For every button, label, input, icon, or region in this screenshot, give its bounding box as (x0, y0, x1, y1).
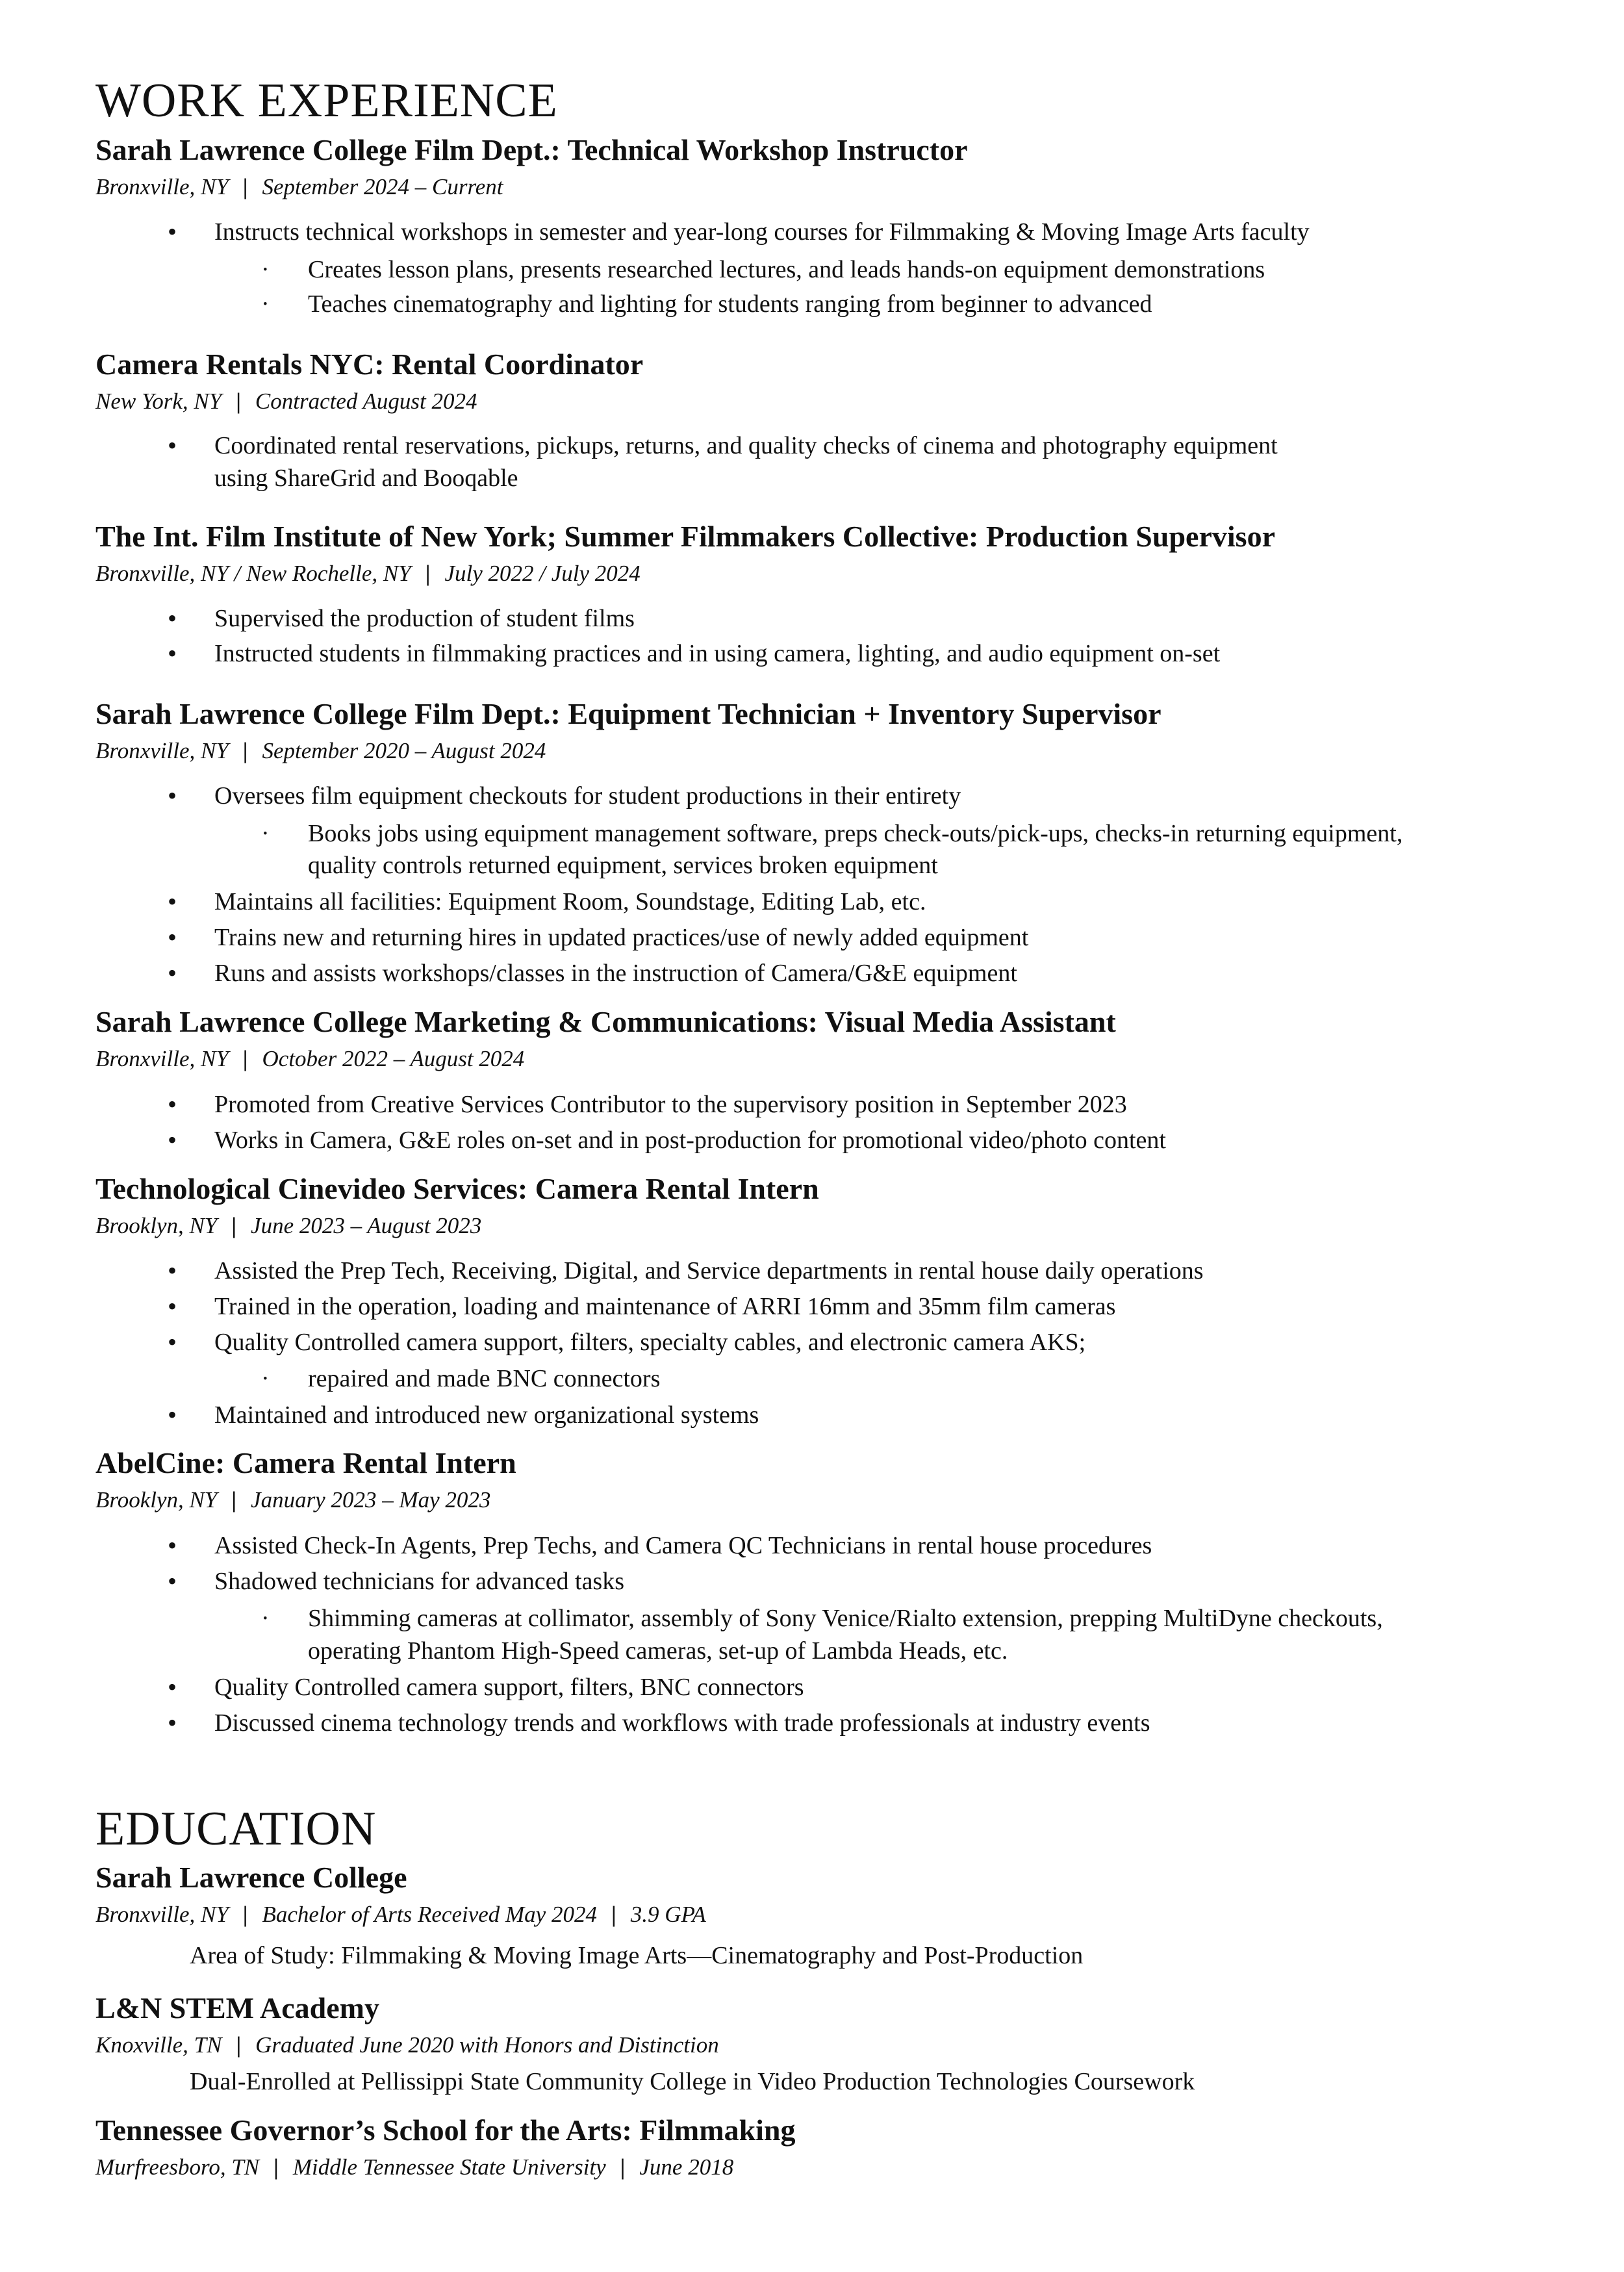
bullet-item: • Maintains all facilities: Equipment Room, Soundstage, Editing Lab, etc. (214, 886, 926, 917)
job-title: Technological Cinevideo Services: Camera Rental Intern (95, 1172, 819, 1205)
sub-bullet-item: · Shimming cameras at collimator, assembly of Sony Venice/Rialto extension, prepping MultiDyne checkouts, (308, 1603, 1383, 1634)
school-location: Knoxville, TN (95, 2032, 222, 2058)
job-location: New York, NY (95, 389, 222, 414)
work-experience-heading: WORK EXPERIENCE (95, 74, 558, 127)
job-meta (95, 562, 641, 585)
bullet-item: • Trained in the operation, loading and maintenance of ARRI 16mm and 35mm film cameras (214, 1291, 1115, 1322)
sub-bullet-item: · Creates lesson plans, presents researched lectures, and leads hands-on equipment demonstrations (308, 254, 1265, 285)
school-name: Sarah Lawrence College (95, 1861, 407, 1894)
bullet-item: • Trains new and returning hires in updated practices/use of newly added equipment (214, 922, 1028, 953)
school-detail: Graduated June 2020 with Honors and Distinction (255, 2032, 719, 2058)
school-location: Bronxville, NY (95, 1902, 229, 1927)
job-title: AbelCine: Camera Rental Intern (95, 1446, 516, 1479)
job-title: Camera Rentals NYC: Rental Coordinator (95, 348, 644, 381)
bullet-item: • Instructs technical workshops in semester and year-long courses for Filmmaking & Moving Image Arts faculty (214, 216, 1310, 248)
bullet-item: • Works in Camera, G&E roles on-set and in post-production for promotional video/photo content (214, 1125, 1166, 1156)
bullet-item: • Shadowed technicians for advanced tasks (214, 1566, 624, 1597)
separator: | (611, 1902, 616, 1927)
sub-bullet-item: · Books jobs using equipment management software, preps check-outs/pick-ups, checks-in returning equipment, (308, 818, 1402, 849)
job-location: Bronxville, NY (95, 738, 229, 763)
job-dates: October 2022 – August 2024 (262, 1046, 525, 1071)
bullet-item: • Discussed cinema technology trends and workflows with trade professionals at industry events (214, 1707, 1150, 1739)
sub-bullet-item: · repaired and made BNC connectors (308, 1363, 660, 1394)
bullet-item: • Coordinated rental reservations, pickups, returns, and quality checks of cinema and photography equipment (214, 430, 1278, 461)
separator: | (242, 1046, 248, 1071)
job-location: Bronxville, NY / New Rochelle, NY (95, 561, 411, 586)
job-title: Sarah Lawrence College Marketing & Communications: Visual Media Assistant (95, 1005, 1116, 1038)
separator: | (242, 738, 248, 763)
education-heading: EDUCATION (95, 1802, 377, 1856)
bullet-item: • Quality Controlled camera support, filters, specialty cables, and electronic camera AKS; (214, 1327, 1085, 1358)
separator: | (425, 561, 431, 586)
job-title: Sarah Lawrence College Film Dept.: Technical Workshop Instructor (95, 133, 968, 166)
separator: | (620, 2154, 626, 2180)
separator: | (273, 2154, 279, 2180)
separator: | (231, 1487, 237, 1513)
bullet-item: • Promoted from Creative Services Contributor to the supervisory position in September 2023 (214, 1089, 1127, 1120)
school-detail: Bachelor of Arts Received May 2024 (262, 1902, 597, 1927)
job-meta (95, 1488, 490, 1511)
job-meta (95, 739, 546, 762)
school-name: Tennessee Governor’s School for the Arts: Filmmaking (95, 2113, 796, 2147)
job-location: Brooklyn, NY (95, 1213, 218, 1238)
bullet-item: • Assisted the Prep Tech, Receiving, Digital, and Service departments in rental house daily operations (214, 1255, 1204, 1286)
school-date: June 2018 (639, 2154, 734, 2180)
job-dates: July 2022 / July 2024 (444, 561, 641, 586)
job-title: The Int. Film Institute of New York; Summer Filmmakers Collective: Production Supervisor (95, 520, 1275, 553)
school-detail: Middle Tennessee State University (292, 2154, 606, 2180)
bullet-item: • Oversees film equipment checkouts for student productions in their entirety (214, 780, 961, 811)
job-meta (95, 175, 503, 198)
job-meta (95, 1214, 481, 1237)
separator: | (242, 174, 248, 199)
bullet-item: • Instructed students in filmmaking practices and in using camera, lighting, and audio equipment on-set (214, 638, 1220, 669)
separator: | (236, 389, 241, 414)
bullet-item: • Maintained and introduced new organizational systems (214, 1399, 759, 1431)
job-location: Bronxville, NY (95, 174, 229, 199)
school-note: Dual-Enrolled at Pellissippi State Community College in Video Production Technologies Coursework (190, 2068, 1195, 2095)
bullet-item: • Supervised the production of student films (214, 603, 635, 634)
job-location: Bronxville, NY (95, 1046, 229, 1071)
bullet-item: • Quality Controlled camera support, filters, BNC connectors (214, 1672, 804, 1703)
sub-bullet-continuation: quality controls returned equipment, services broken equipment (308, 852, 938, 879)
school-name: L&N STEM Academy (95, 1991, 379, 2024)
school-meta (95, 2034, 719, 2056)
job-dates: January 2023 – May 2023 (251, 1487, 491, 1513)
school-gpa: 3.9 GPA (630, 1902, 706, 1927)
separator: | (231, 1213, 237, 1238)
job-meta (95, 390, 477, 413)
school-meta (95, 2156, 733, 2178)
school-note: Area of Study: Filmmaking & Moving Image Arts—Cinematography and Post-Production (190, 1942, 1084, 1969)
job-dates: September 2020 – August 2024 (262, 738, 546, 763)
job-dates: Contracted August 2024 (255, 389, 477, 414)
job-meta (95, 1047, 524, 1070)
sub-bullet-item: · Teaches cinematography and lighting for students ranging from beginner to advanced (308, 288, 1152, 320)
separator: | (236, 2032, 242, 2058)
school-location: Murfreesboro, TN (95, 2154, 260, 2180)
school-meta (95, 1903, 706, 1926)
bullet-continuation: using ShareGrid and Booqable (214, 465, 518, 492)
job-dates: June 2023 – August 2023 (251, 1213, 482, 1238)
sub-bullet-continuation: operating Phantom High-Speed cameras, set-up of Lambda Heads, etc. (308, 1637, 1008, 1665)
job-dates: September 2024 – Current (262, 174, 503, 199)
job-title: Sarah Lawrence College Film Dept.: Equipment Technician + Inventory Supervisor (95, 697, 1161, 730)
bullet-item: • Runs and assists workshops/classes in the instruction of Camera/G&E equipment (214, 958, 1017, 989)
separator: | (242, 1902, 248, 1927)
bullet-item: • Assisted Check-In Agents, Prep Techs, and Camera QC Technicians in rental house procedures (214, 1530, 1152, 1561)
job-location: Brooklyn, NY (95, 1487, 218, 1513)
